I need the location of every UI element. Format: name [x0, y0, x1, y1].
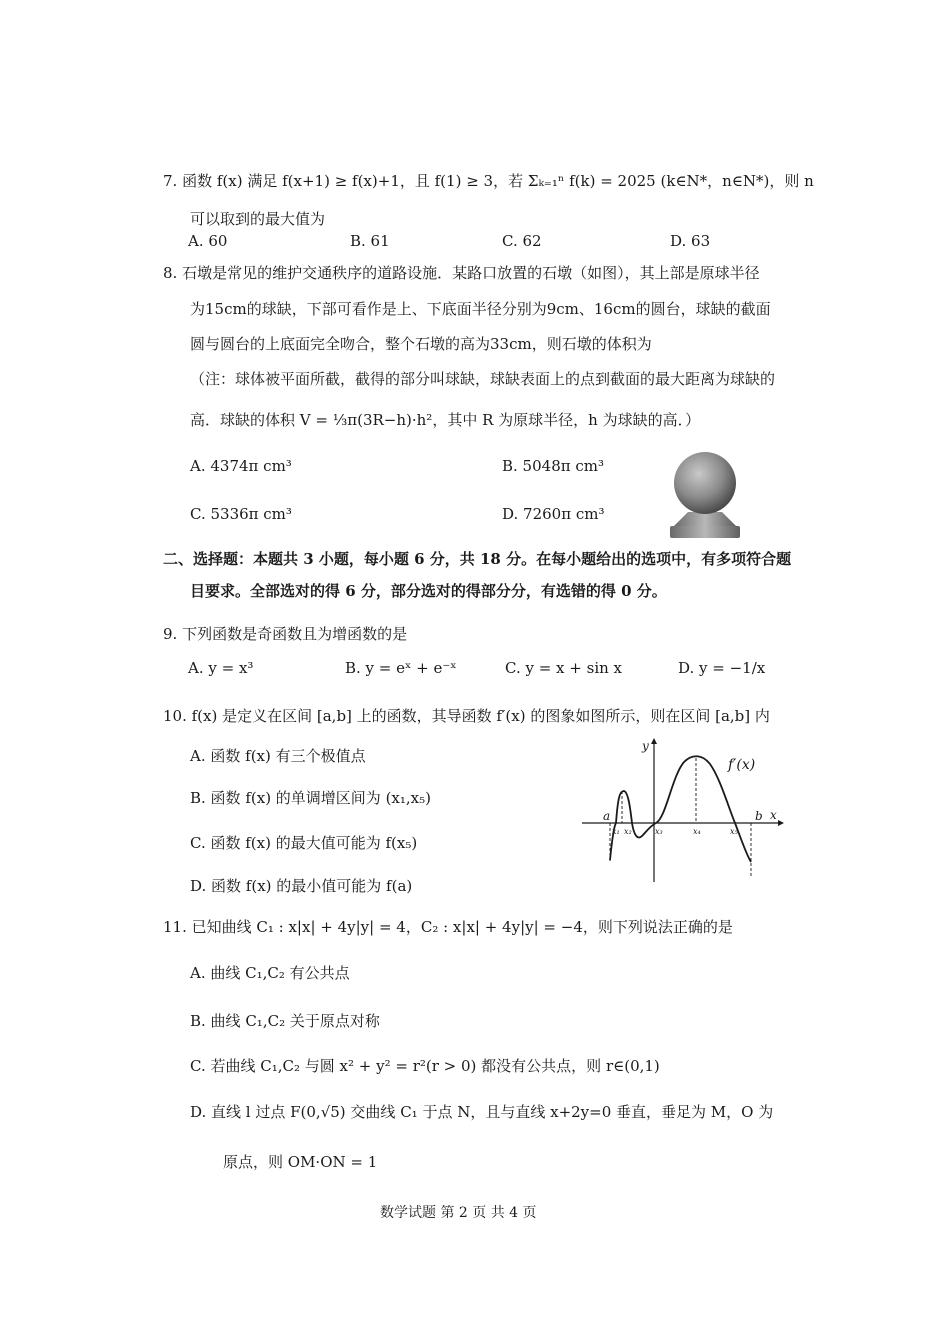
- q7-option-b: B. 61: [350, 232, 390, 250]
- label-x4: x₄: [693, 827, 701, 836]
- curve-label: f′(x): [728, 757, 756, 773]
- q7-stem-line2: 可以取到的最大值为: [190, 210, 326, 228]
- q10-stem: 10. f(x) 是定义在区间 [a,b] 上的函数，其导函数 f′(x) 的图象如图所示，则在区间 [a,b] 内: [163, 707, 770, 725]
- q8-option-c: C. 5336π cm³: [190, 505, 292, 523]
- q8-line2: 为15cm的球缺，下部可看作是上、下底面半径分别为9cm、16cm的圆台，球缺的截面: [190, 300, 771, 318]
- label-x5: x₅: [730, 827, 738, 836]
- q9-stem: 9. 下列函数是奇函数且为增函数的是: [163, 625, 408, 643]
- q9-option-b: B. y = eˣ + e⁻ˣ: [345, 659, 457, 677]
- q8-option-d: D. 7260π cm³: [502, 505, 605, 523]
- q11-option-d-line2: 原点，则 OM·ON = 1: [223, 1153, 378, 1171]
- q8-line1: 8. 石墩是常见的维护交通秩序的道路设施．某路口放置的石墩（如图），其上部是原球半径: [163, 264, 760, 282]
- q10-option-b: B. 函数 f(x) 的单调增区间为 (x₁,x₅): [190, 789, 431, 807]
- q8-note-line2: 高．球缺的体积 V = ⅓π(3R−h)·h²，其中 R 为原球半径，h 为球缺的高．）: [190, 411, 701, 429]
- q8-option-a: A. 4374π cm³: [190, 457, 292, 475]
- q8-line3: 圆与圆台的上底面完全吻合，整个石墩的高为33cm，则石墩的体积为: [190, 335, 652, 353]
- q8-note-line1: （注：球体被平面所截，截得的部分叫球缺，球缺表面上的点到截面的最大距离为球缺的: [190, 370, 776, 388]
- q7-option-d: D. 63: [670, 232, 711, 250]
- label-x1: x₁: [612, 827, 620, 836]
- label-x3: x₃: [655, 827, 663, 836]
- q9-option-a: A. y = x³: [188, 659, 254, 677]
- q11-option-d-line1: D. 直线 l 过点 F(0,√5) 交曲线 C₁ 于点 N，且与直线 x+2y=0 垂直，垂足为 M，O 为: [190, 1103, 774, 1121]
- section2-heading-line2: 目要求。全部选对的得 6 分，部分选对的得部分分，有选错的得 0 分。: [190, 582, 667, 600]
- y-axis-arrow-icon: [651, 738, 657, 744]
- section2-heading-line1: 二、选择题：本题共 3 小题，每小题 6 分，共 18 分。在每小题给出的选项中，有多项符合题: [163, 550, 792, 568]
- label-a: a: [603, 809, 611, 823]
- y-axis-label: y: [642, 739, 649, 753]
- q11-option-a: A. 曲线 C₁,C₂ 有公共点: [190, 964, 350, 982]
- q11-option-b: B. 曲线 C₁,C₂ 关于原点对称: [190, 1012, 380, 1030]
- q7-option-c: C. 62: [502, 232, 542, 250]
- q9-option-c: C. y = x + sin x: [505, 659, 623, 677]
- q10-option-c: C. 函数 f(x) 的最大值可能为 f(x₅): [190, 834, 418, 852]
- q7-option-a: A. 60: [188, 232, 228, 250]
- q11-stem: 11. 已知曲线 C₁ : x|x| + 4y|y| = 4，C₂ : x|x| + 4y|y| = −4，则下列说法正确的是: [163, 918, 733, 936]
- q10-option-a: A. 函数 f(x) 有三个极值点: [190, 747, 366, 765]
- derivative-graph: [580, 736, 785, 882]
- x-axis-arrow-icon: [778, 820, 784, 826]
- q10-option-d: D. 函数 f(x) 的最小值可能为 f(a): [190, 877, 413, 895]
- stone-bollard-image: [660, 450, 750, 540]
- label-x2: x₂: [624, 827, 632, 836]
- q11-option-c: C. 若曲线 C₁,C₂ 与圆 x² + y² = r²(r > 0) 都没有公共点，则 r∈(0,1): [190, 1057, 660, 1075]
- q7-stem-line1: 7. 函数 f(x) 满足 f(x+1) ≥ f(x)+1，且 f(1) ≥ 3，若 Σₖ₌₁ⁿ f(k) = 2025 (k∈N*，n∈N*)，则 n: [163, 172, 814, 190]
- q8-option-b: B. 5048π cm³: [502, 457, 604, 475]
- q9-option-d: D. y = −1/x: [678, 659, 766, 677]
- x-axis-label: x: [770, 808, 777, 822]
- page-footer: 数学试题 第 2 页 共 4 页: [380, 1205, 537, 1221]
- label-b: b: [755, 809, 763, 823]
